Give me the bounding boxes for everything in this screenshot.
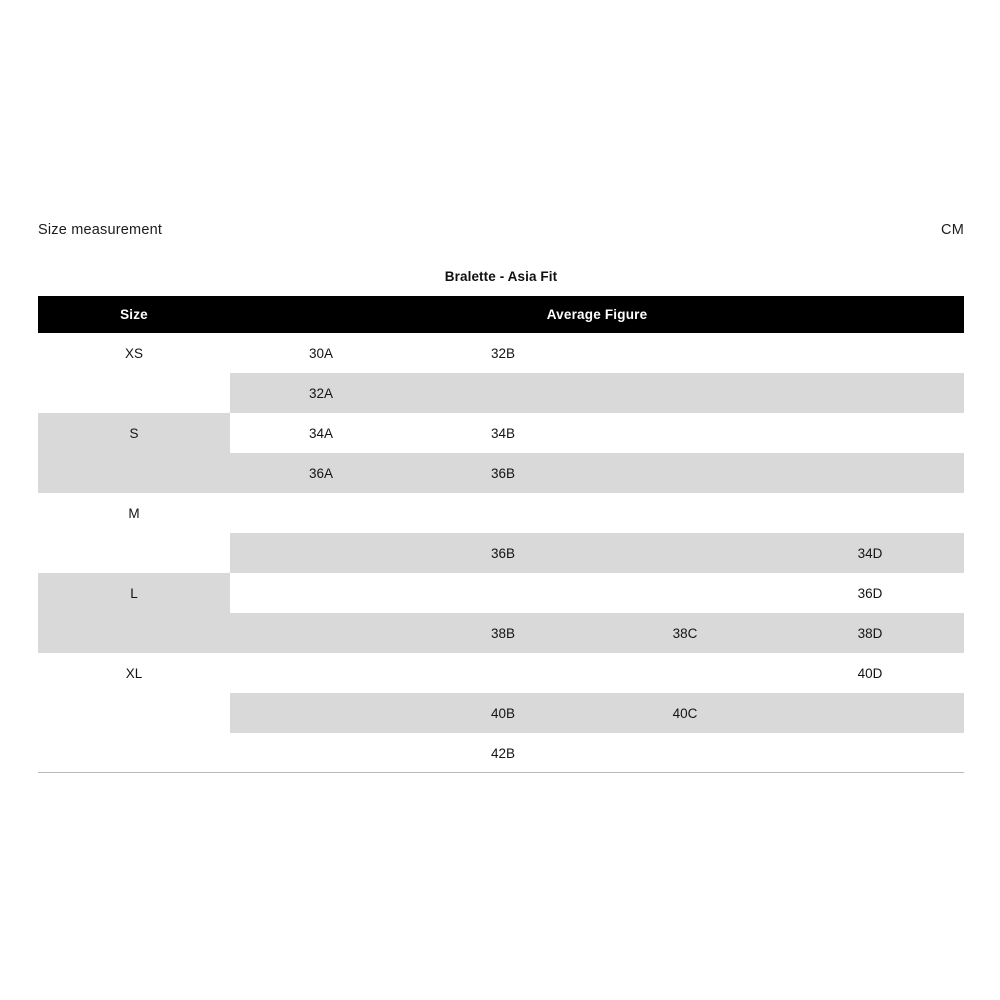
figure-cell [230,733,412,773]
size-label-cell: XL [38,653,230,693]
size-label-cell: M [38,493,230,533]
table-row [38,333,964,373]
table-row [38,413,964,453]
figure-cell [594,733,776,773]
size-label-cell [38,453,230,493]
figure-cell [594,573,776,613]
figure-cell: 36B [412,453,594,493]
figure-cell: 40D [776,653,964,693]
table-row [38,453,964,493]
figure-cell [230,613,412,653]
table-row [38,573,964,613]
size-label-cell [38,733,230,773]
size-label-cell [38,693,230,733]
figure-cell: 38C [594,613,776,653]
table-row [38,653,964,693]
column-header-average-figure: Average Figure [230,296,964,333]
figure-cell: 36A [230,453,412,493]
table-row [38,373,964,413]
figure-cell [412,653,594,693]
table-header-row [38,296,964,333]
figure-cell: 34D [776,533,964,573]
figure-cell: 34A [230,413,412,453]
figure-cell [776,373,964,413]
table-title: Bralette - Asia Fit [444,269,558,284]
figure-cell: 34B [412,413,594,453]
size-measurement-table [38,296,964,773]
figure-cell [594,493,776,533]
table-row [38,693,964,733]
figure-cell: 40B [412,693,594,733]
table-body [38,333,964,773]
table-row [38,493,964,533]
figure-cell: 40C [594,693,776,733]
figure-cell [594,453,776,493]
table-row [38,533,964,573]
size-label-cell [38,533,230,573]
figure-cell: 30A [230,333,412,373]
figure-cell [412,493,594,533]
table-bottom-rule [38,772,964,773]
figure-cell: 38D [776,613,964,653]
size-label-cell [38,613,230,653]
figure-cell: 38B [412,613,594,653]
figure-cell [776,413,964,453]
size-label-cell: L [38,573,230,613]
figure-cell [230,493,412,533]
figure-cell [776,733,964,773]
column-header-size: Size [38,296,230,333]
figure-cell [776,453,964,493]
figure-cell [412,573,594,613]
size-label-cell: XS [38,333,230,373]
figure-cell [776,333,964,373]
figure-cell [594,653,776,693]
size-label-cell [38,373,230,413]
figure-cell [594,373,776,413]
figure-cell [594,413,776,453]
figure-cell [776,693,964,733]
figure-cell: 36D [776,573,964,613]
unit-label: CM [941,222,964,238]
table-row [38,733,964,773]
figure-cell [776,493,964,533]
figure-cell [594,533,776,573]
figure-cell [230,573,412,613]
figure-cell: 32A [230,373,412,413]
caption-row [38,222,964,238]
figure-cell [594,333,776,373]
figure-cell: 36B [412,533,594,573]
size-label-cell: S [38,413,230,453]
size-measurement-label: Size measurement [38,222,163,238]
figure-cell [230,533,412,573]
figure-cell: 42B [412,733,594,773]
figure-cell [230,653,412,693]
table-row [38,613,964,653]
figure-cell: 32B [412,333,594,373]
figure-cell [412,373,594,413]
figure-cell [230,693,412,733]
